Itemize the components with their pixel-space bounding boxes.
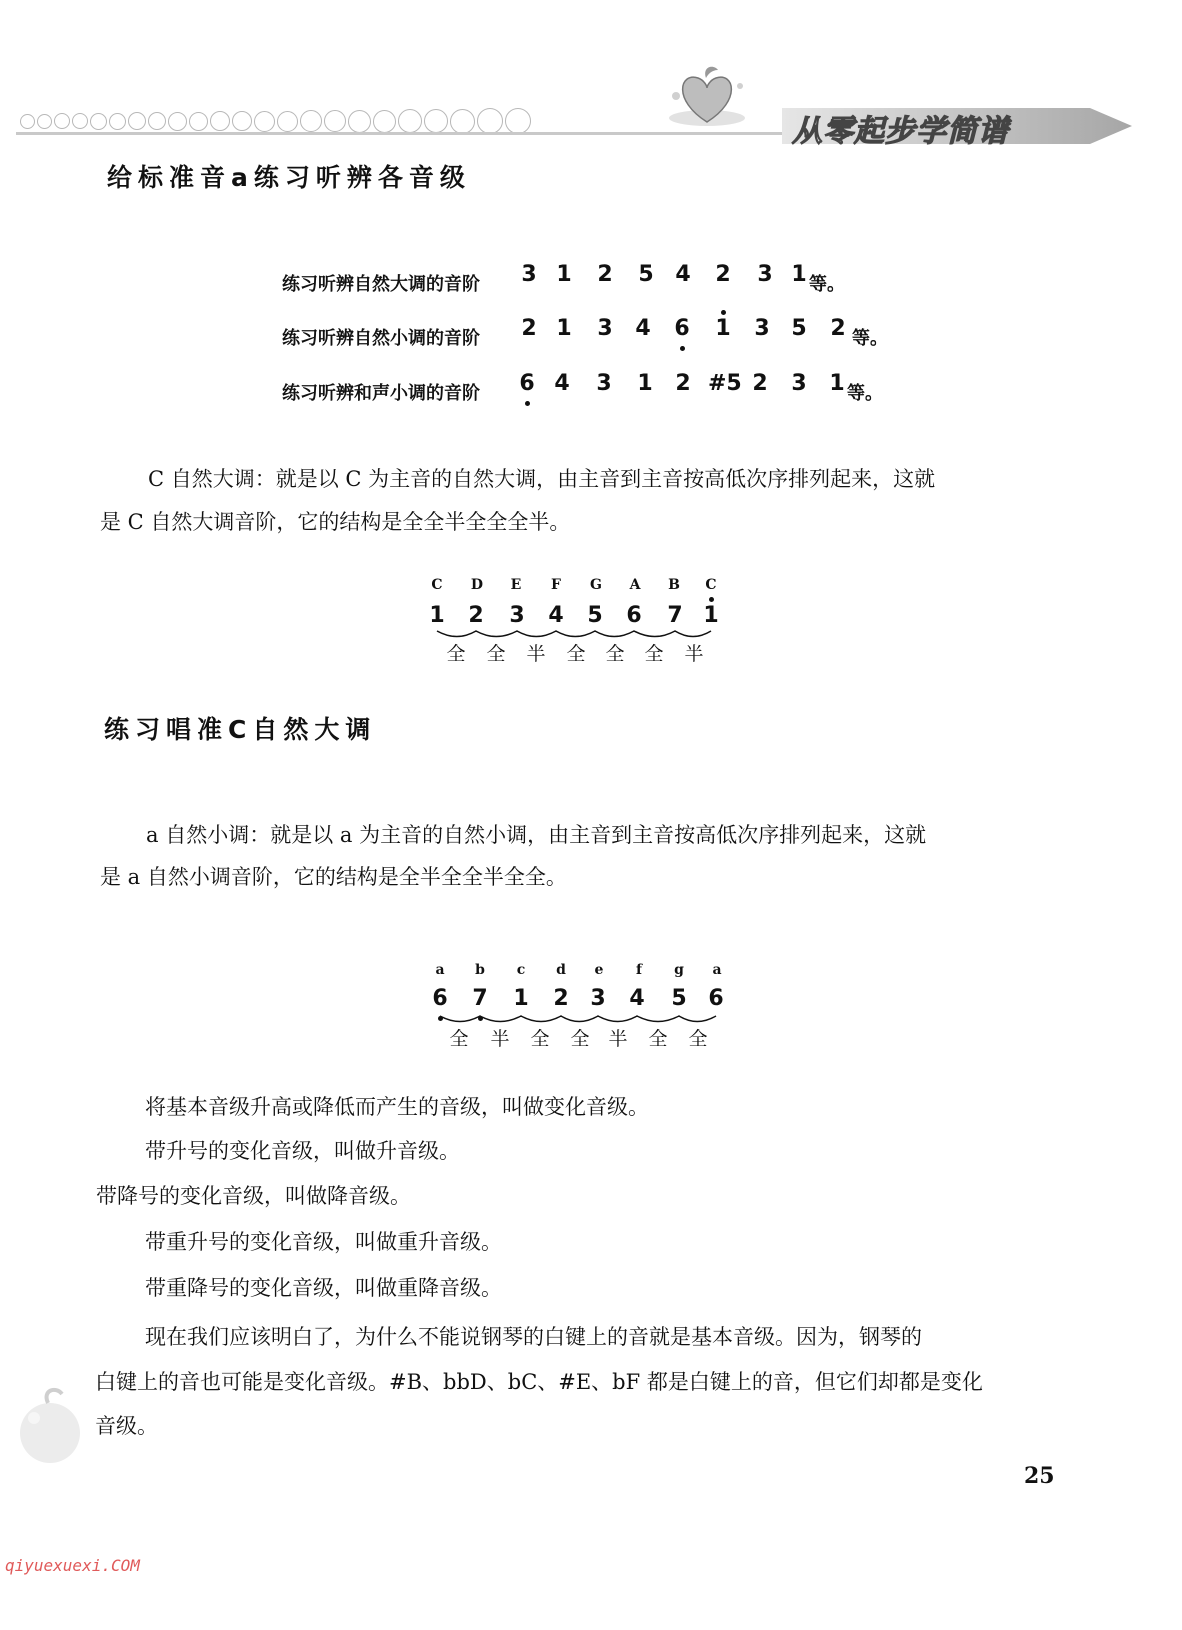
note: 5 xyxy=(791,316,807,341)
note-letter: G xyxy=(590,577,602,593)
paragraph-major-line1: C 自然大调：就是以 C 为主音的自然大调，由主音到主音按高低次序排列起来，这就 xyxy=(148,467,936,491)
note-number: 3 xyxy=(590,986,606,1011)
note: 3 xyxy=(754,316,770,341)
note: 2 xyxy=(830,316,846,341)
note: 1 xyxy=(829,371,845,396)
note: 3 xyxy=(791,371,807,396)
step-label: 全 xyxy=(449,1028,469,1050)
body-line: 带重降号的变化音级，叫做重降音级。 xyxy=(145,1276,502,1300)
note: 1 xyxy=(637,371,653,396)
note-letter: e xyxy=(594,962,604,978)
apple-heart-icon xyxy=(662,60,752,130)
step-label: 全 xyxy=(486,643,506,665)
note: 2 xyxy=(521,316,537,341)
note-number: 6 xyxy=(626,603,642,628)
note-letter: B xyxy=(668,577,680,593)
note: 3 xyxy=(596,371,612,396)
exercise-label: 练习听辨和声小调的音阶 xyxy=(282,383,480,404)
note-letter: A xyxy=(629,577,641,593)
header-rule xyxy=(16,132,791,135)
paragraph-major-line2: 是 C 自然大调音阶，它的结构是全全半全全全半。 xyxy=(100,510,571,534)
note-letter: a xyxy=(712,962,722,978)
step-label: 全 xyxy=(446,643,466,665)
note-letter: f xyxy=(635,962,643,978)
step-label: 全 xyxy=(648,1028,668,1050)
note-number: 3 xyxy=(509,603,525,628)
step-label: 半 xyxy=(526,643,546,665)
note: 1 xyxy=(791,262,807,287)
header-circle-decoration xyxy=(20,108,531,134)
step-label: 全 xyxy=(530,1028,550,1050)
note-number: 4 xyxy=(629,986,645,1011)
note: 5 xyxy=(638,262,654,287)
note-letter: b xyxy=(475,962,485,978)
note-number: 2 xyxy=(553,986,569,1011)
a-minor-scale-diagram xyxy=(425,958,745,1058)
note: 4 xyxy=(554,371,570,396)
paragraph-minor-line1: a 自然小调：就是以 a 为主音的自然小调，由主音到主音按高低次序排列起来，这就 xyxy=(146,823,927,847)
note-number-high-octave: 1 xyxy=(701,603,721,628)
suffix: 等。 xyxy=(847,383,883,404)
note: 2 xyxy=(715,262,731,287)
note-letter: g xyxy=(674,962,684,978)
step-label: 全 xyxy=(644,643,664,665)
step-label: 半 xyxy=(684,643,704,665)
paragraph-minor-line2: 是 a 自然小调音阶，它的结构是全半全全半全全。 xyxy=(100,865,567,889)
brand-title: 从零起步学简谱 xyxy=(792,114,1009,149)
apple-decoration-icon xyxy=(12,1378,92,1468)
closing-line3: 音级。 xyxy=(95,1414,158,1438)
note-letter: F xyxy=(551,577,561,593)
body-line: 将基本音级升高或降低而产生的音级，叫做变化音级。 xyxy=(145,1095,649,1119)
note: 3 xyxy=(521,262,537,287)
note-low-octave: 6 xyxy=(672,316,692,341)
step-label: 全 xyxy=(566,643,586,665)
section-heading-2: 练习唱准C自然大调 xyxy=(104,715,377,744)
note-number: 5 xyxy=(671,986,687,1011)
note-number: 7 xyxy=(667,603,683,628)
exercise-line-natural-minor xyxy=(282,316,902,356)
body-line: 带重升号的变化音级，叫做重升音级。 xyxy=(145,1230,502,1254)
c-major-scale-diagram xyxy=(420,572,740,672)
note-number-low-octave: 7 xyxy=(470,986,490,1011)
page-header xyxy=(0,0,1182,150)
note-letter: a xyxy=(435,962,445,978)
note-number: 6 xyxy=(708,986,724,1011)
note: 1 xyxy=(556,316,572,341)
suffix: 等。 xyxy=(852,328,888,349)
step-label: 半 xyxy=(490,1028,510,1050)
note: 3 xyxy=(757,262,773,287)
note-low-octave: 6 xyxy=(517,371,537,396)
exercise-line-harmonic-minor xyxy=(282,371,902,411)
body-line: 带升号的变化音级，叫做升音级。 xyxy=(145,1139,460,1163)
note-number: 2 xyxy=(468,603,484,628)
note-letter: d xyxy=(556,962,566,978)
note: 2 xyxy=(675,371,691,396)
note-letter: C xyxy=(705,577,717,593)
note: 3 xyxy=(597,316,613,341)
note-number: 1 xyxy=(429,603,445,628)
note-letter: c xyxy=(516,962,526,978)
note: 4 xyxy=(635,316,651,341)
note-number: 5 xyxy=(587,603,603,628)
exercise-line-major xyxy=(282,262,902,302)
note: 2 xyxy=(597,262,613,287)
step-label: 全 xyxy=(688,1028,708,1050)
suffix: 等。 xyxy=(809,274,845,295)
body-line: 带降号的变化音级，叫做降音级。 xyxy=(96,1184,411,1208)
note-high-octave: 1 xyxy=(713,316,733,341)
step-label: 全 xyxy=(570,1028,590,1050)
step-label: 半 xyxy=(608,1028,628,1050)
note: 1 xyxy=(556,262,572,287)
step-label: 全 xyxy=(605,643,625,665)
watermark: qiyuexuexi.COM xyxy=(5,1556,140,1575)
note-number: 1 xyxy=(513,986,529,1011)
exercise-label: 练习听辨自然小调的音阶 xyxy=(282,328,480,349)
note-number-low-octave: 6 xyxy=(430,986,450,1011)
note-sharp: #5 xyxy=(708,371,742,396)
closing-line1: 现在我们应该明白了，为什么不能说钢琴的白键上的音就是基本音级。因为，钢琴的 xyxy=(145,1325,922,1349)
closing-line2: 白键上的音也可能是变化音级。#B、bbD、bC、#E、bF 都是白键上的音，但它们却都是变化 xyxy=(95,1370,983,1394)
note-number: 4 xyxy=(548,603,564,628)
section-heading-1: 给标准音a练习听辨各音级 xyxy=(107,163,471,192)
note-letter: E xyxy=(510,577,522,593)
note-letter: D xyxy=(470,577,484,593)
note-letter: C xyxy=(431,577,443,593)
note: 2 xyxy=(752,371,768,396)
note: 4 xyxy=(675,262,691,287)
exercise-label: 练习听辨自然大调的音阶 xyxy=(282,274,480,295)
page-number: 25 xyxy=(1024,1463,1055,1489)
